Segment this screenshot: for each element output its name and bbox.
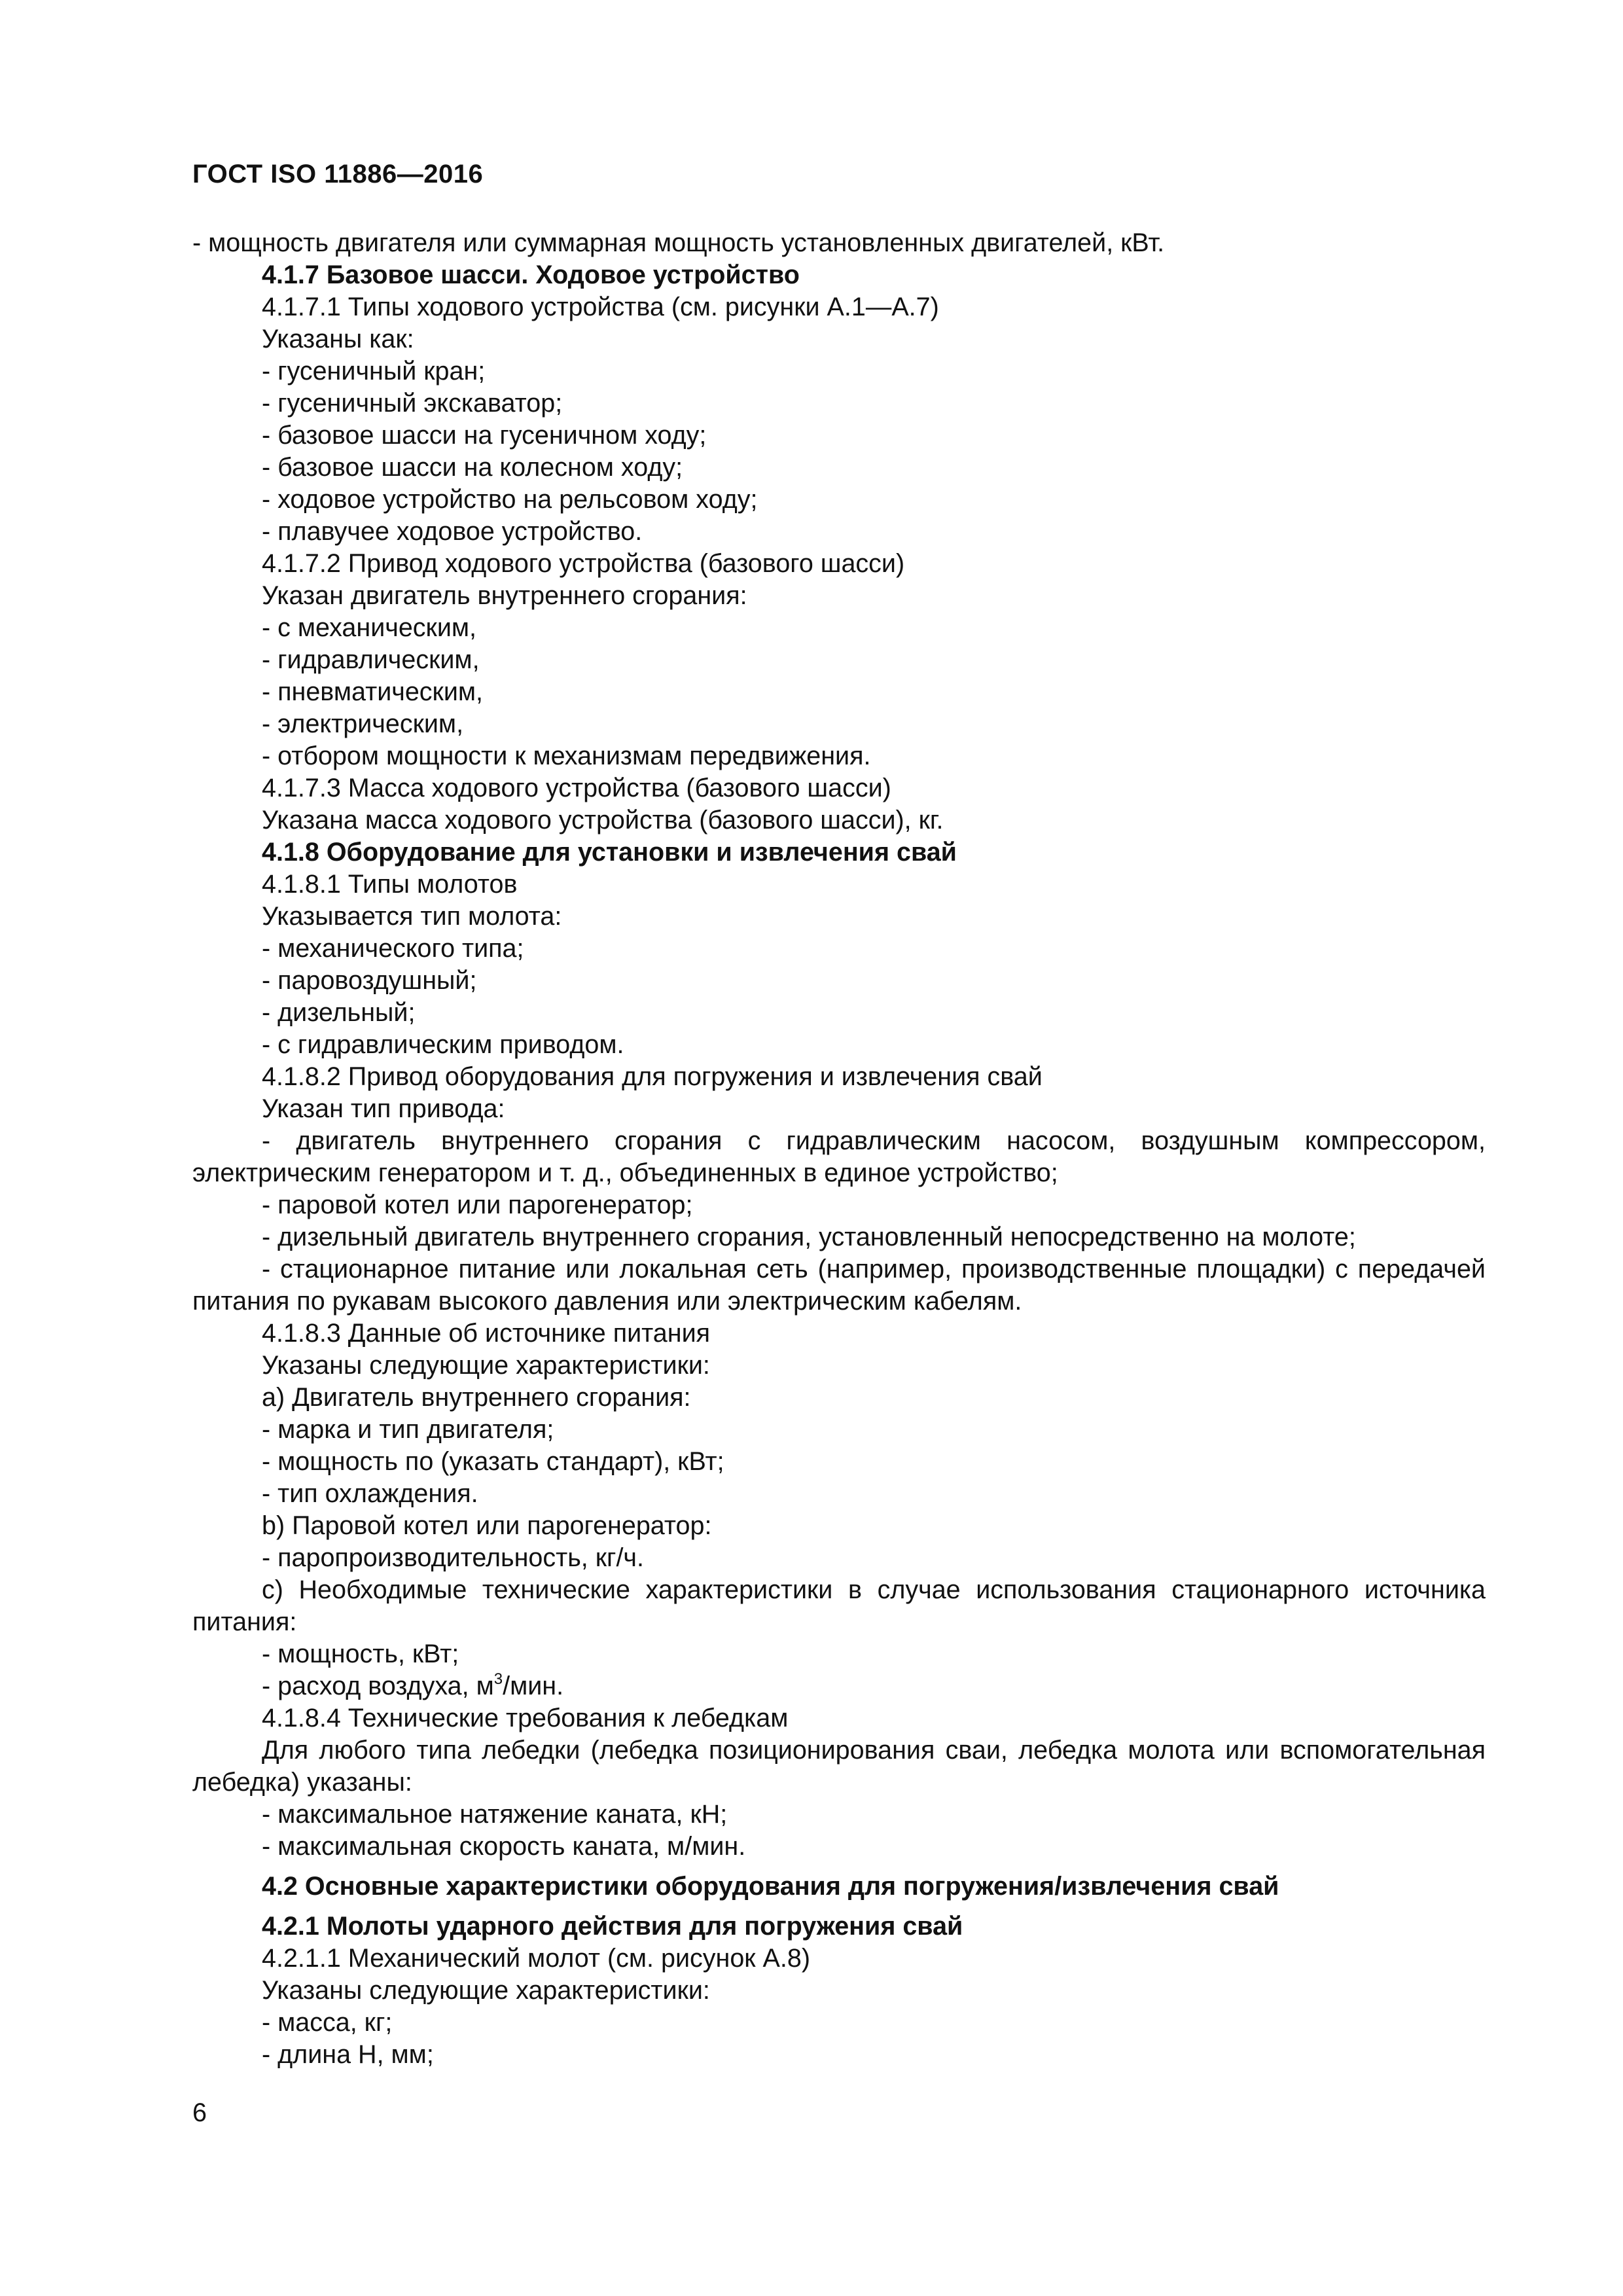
list-item: - электрическим,	[262, 709, 464, 738]
text-line: Указана масса ходового устройства (базового шасси), кг.	[262, 806, 944, 834]
list-item: - максимальная скорость каната, м/мин.	[262, 1832, 746, 1861]
subsection-heading: 4.1.8.3 Данные об источнике питания	[262, 1319, 711, 1348]
list-item: - стационарное питание или локальная сеть (например, производственные площадки) с передачей питания по рукавам высокого давления или электрическим кабелям.	[192, 1255, 1486, 1316]
subsection-heading: 4.2.1.1 Механический молот (см. рисунок А.8)	[262, 1944, 810, 1973]
text-line: Указан тип привода:	[262, 1094, 505, 1123]
list-item: - марка и тип двигателя;	[262, 1415, 554, 1444]
section-heading: 4.1.8 Оборудование для установки и извлечения свай	[262, 838, 957, 867]
text-line: Для любого типа лебедки (лебедка позиционирования сваи, лебедка молота или вспомогательная лебедка) указаны:	[192, 1736, 1486, 1797]
text-line: Указан двигатель внутреннего сгорания:	[262, 581, 747, 610]
list-item: - дизельный;	[262, 998, 416, 1027]
list-item: - паропроизводительность, кг/ч.	[262, 1543, 644, 1572]
list-item: - мощность по (указать стандарт), кВт;	[262, 1447, 724, 1476]
text-line: Указаны как:	[262, 325, 414, 353]
subsection-heading: 4.1.8.4 Технические требования к лебедкам	[262, 1704, 789, 1732]
list-item: - гусеничный экскаватор;	[262, 389, 563, 418]
list-item: - с гидравлическим приводом.	[262, 1030, 624, 1059]
list-item: c) Необходимые технические характеристики в случае использования стационарного источника питания:	[192, 1575, 1486, 1636]
text-fragment: /мин.	[503, 1672, 564, 1700]
list-item: - максимальное натяжение каната, кН;	[262, 1800, 728, 1829]
subsection-heading: 4.1.8.1 Типы молотов	[262, 870, 518, 899]
list-item: a) Двигатель внутреннего сгорания:	[262, 1383, 691, 1412]
superscript: 3	[493, 1670, 503, 1688]
text-line: - мощность двигателя или суммарная мощность установленных двигателей, кВт.	[192, 228, 1165, 257]
list-item: - базовое шасси на колесном ходу;	[262, 453, 683, 482]
list-item: - гидравлическим,	[262, 645, 480, 674]
section-heading: 4.1.7 Базовое шасси. Ходовое устройство	[262, 260, 800, 289]
page-number: 6	[192, 2098, 207, 2127]
list-item: - плавучее ходовое устройство.	[262, 517, 643, 546]
list-item: - ходовое устройство на рельсовом ходу;	[262, 485, 758, 514]
list-item: - с механическим,	[262, 613, 477, 642]
list-item: - масса, кг;	[262, 2008, 393, 2037]
list-item: - тип охлаждения.	[262, 1479, 478, 1508]
subsection-heading: 4.1.7.3 Масса ходового устройства (базового шасси)	[262, 774, 891, 802]
text-line: Указывается тип молота:	[262, 902, 562, 931]
list-item: - двигатель внутреннего сгорания с гидравлическим насосом, воздушным компрессором, электрическим генератором и т. д., объединенных в единое устройство;	[192, 1126, 1486, 1187]
list-item: - механического типа;	[262, 934, 524, 963]
list-item: - отбором мощности к механизмам передвижения.	[262, 742, 871, 770]
list-item	[192, 1670, 1486, 1702]
subsection-heading: 4.1.7.1 Типы ходового устройства (см. рисунки А.1—А.7)	[262, 293, 939, 321]
list-item: - базовое шасси на гусеничном ходу;	[262, 421, 707, 450]
section-heading: 4.2.1 Молоты ударного действия для погружения свай	[262, 1912, 963, 1941]
section-heading: 4.2 Основные характеристики оборудования для погружения/извлечения свай	[262, 1872, 1279, 1901]
list-item: - паровой котел или парогенератор;	[262, 1191, 693, 1219]
list-item: - гусеничный кран;	[262, 357, 486, 386]
text-line: Указаны следующие характеристики:	[262, 1351, 710, 1380]
document-header: ГОСТ ISO 11886—2016	[192, 160, 484, 188]
page-body	[192, 227, 1486, 2071]
list-item: - мощность, кВт;	[262, 1640, 459, 1668]
list-item: - дизельный двигатель внутреннего сгорания, установленный непосредственно на молоте;	[262, 1223, 1356, 1251]
list-item: b) Паровой котел или парогенератор:	[262, 1511, 712, 1540]
text-fragment: - расход воздуха, м	[262, 1672, 494, 1700]
subsection-heading: 4.1.8.2 Привод оборудования для погружения и извлечения свай	[262, 1062, 1043, 1091]
list-item: - длина H, мм;	[262, 2040, 434, 2069]
list-item: - паровоздушный;	[262, 966, 477, 995]
text-line: Указаны следующие характеристики:	[262, 1976, 710, 2005]
list-item: - пневматическим,	[262, 677, 484, 706]
subsection-heading: 4.1.7.2 Привод ходового устройства (базового шасси)	[262, 549, 905, 578]
